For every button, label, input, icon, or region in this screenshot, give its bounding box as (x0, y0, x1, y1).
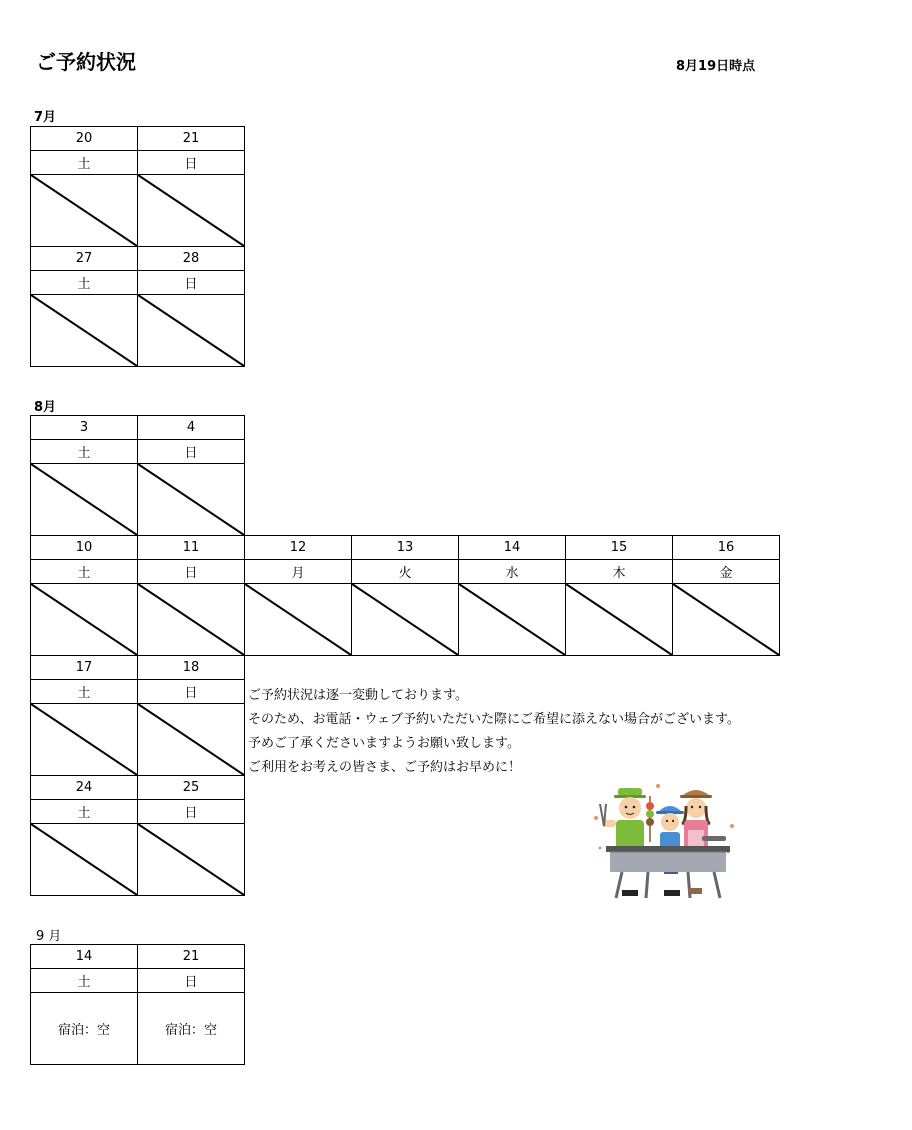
day-weekday: 日 (137, 679, 245, 704)
notice-line: そのため、お電話・ウェブ予約いただいた際にご希望に添えない場合がございます。 (248, 712, 740, 727)
day-slot-unavailable (137, 823, 245, 896)
day-weekday: 土 (30, 968, 138, 993)
day-weekday: 水 (458, 559, 566, 584)
day-weekday: 日 (137, 968, 245, 993)
day-date: 3 (30, 415, 138, 440)
month-label-july: 7月 (34, 110, 57, 125)
day-slot-unavailable (137, 583, 245, 656)
day-slot-unavailable (30, 823, 138, 896)
day-weekday: 日 (137, 439, 245, 464)
day-weekday: 土 (30, 559, 138, 584)
july-calendar (30, 126, 245, 367)
day-date: 16 (672, 535, 780, 560)
day-date: 28 (137, 246, 245, 271)
day-slot-unavailable (137, 174, 245, 247)
day-weekday: 土 (30, 679, 138, 704)
day-weekday: 日 (137, 270, 245, 295)
day-date: 11 (137, 535, 245, 560)
day-weekday: 木 (565, 559, 673, 584)
day-slot-unavailable (244, 583, 352, 656)
day-slot-unavailable (672, 583, 780, 656)
as-of-date: 8月19日時点 (676, 59, 756, 74)
day-date: 21 (137, 126, 245, 151)
day-date: 15 (565, 535, 673, 560)
day-date: 20 (30, 126, 138, 151)
day-weekday: 日 (137, 559, 245, 584)
day-date: 21 (137, 944, 245, 969)
day-slot-unavailable (30, 294, 138, 367)
day-weekday: 金 (672, 559, 780, 584)
day-weekday: 火 (351, 559, 459, 584)
day-date: 17 (30, 655, 138, 680)
day-slot-unavailable (137, 463, 245, 536)
day-slot-unavailable (30, 463, 138, 536)
day-slot-unavailable (458, 583, 566, 656)
day-date: 12 (244, 535, 352, 560)
day-slot-availability: 宿泊：空 (137, 992, 245, 1065)
day-weekday: 日 (137, 150, 245, 175)
day-date: 14 (458, 535, 566, 560)
day-date: 10 (30, 535, 138, 560)
day-slot-unavailable (351, 583, 459, 656)
day-slot-unavailable (30, 174, 138, 247)
day-slot-unavailable (137, 703, 245, 776)
day-date: 13 (351, 535, 459, 560)
day-slot-availability: 宿泊：空 (30, 992, 138, 1065)
month-label-august: 8月 (34, 400, 57, 415)
notice-line: ご利用をお考えの皆さま、ご予約はお早めに！ (248, 760, 522, 775)
day-weekday: 日 (137, 799, 245, 824)
day-slot-unavailable (565, 583, 673, 656)
day-slot-unavailable (30, 703, 138, 776)
day-date: 18 (137, 655, 245, 680)
bbq-family-illustration (588, 776, 738, 902)
day-date: 27 (30, 246, 138, 271)
day-date: 4 (137, 415, 245, 440)
day-weekday: 月 (244, 559, 352, 584)
day-weekday: 土 (30, 439, 138, 464)
month-label-september: 9 月 (36, 929, 62, 944)
day-weekday: 土 (30, 150, 138, 175)
day-date: 25 (137, 775, 245, 800)
day-date: 14 (30, 944, 138, 969)
day-slot-unavailable (137, 294, 245, 367)
day-weekday: 土 (30, 799, 138, 824)
day-weekday: 土 (30, 270, 138, 295)
notice-line: 予めご了承くださいますようお願い致します。 (248, 736, 520, 751)
day-date: 24 (30, 775, 138, 800)
notice-line: ご予約状況は逐一変動しております。 (248, 688, 468, 703)
page-title: ご予約状況 (36, 50, 136, 74)
september-calendar (30, 944, 245, 1065)
day-slot-unavailable (30, 583, 138, 656)
